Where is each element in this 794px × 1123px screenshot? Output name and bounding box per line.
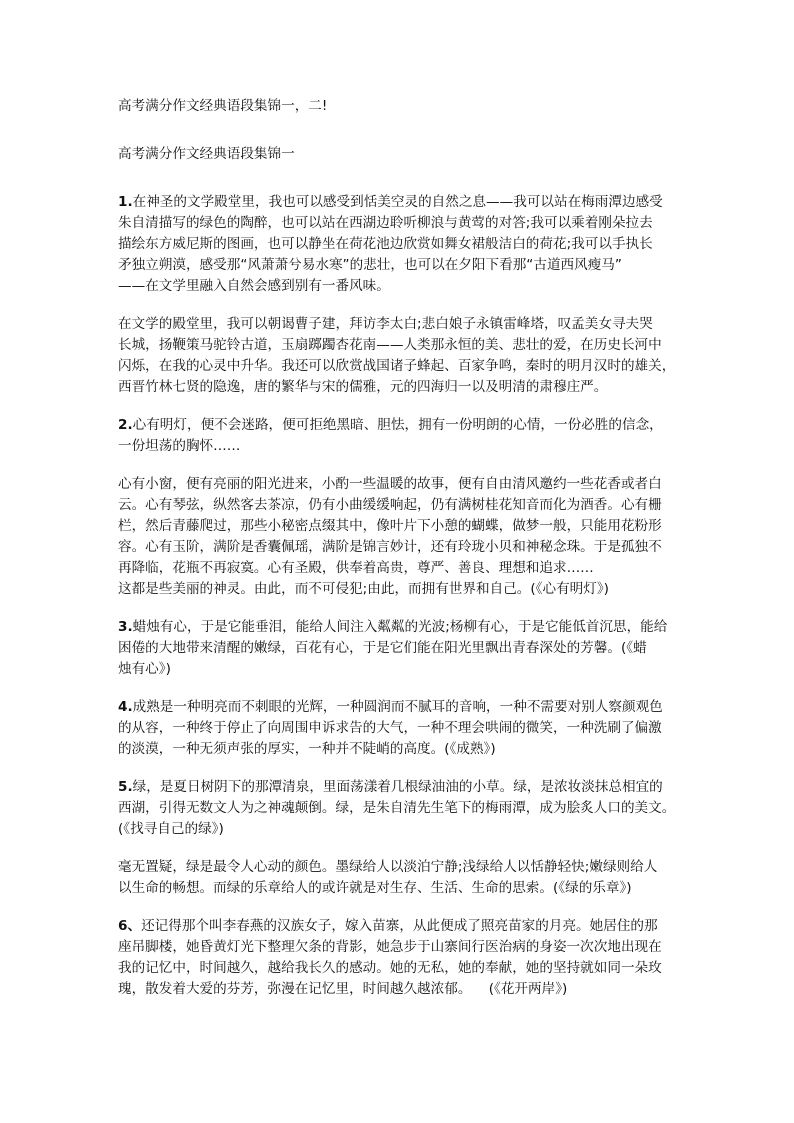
paragraph-line: 在神圣的文学殿堂里，我也可以感受到恬美空灵的自然之息——我可以站在梅雨潭边感受: [132, 194, 663, 210]
paragraph-line: ——在文学里融入自然会感到别有一番风味。: [118, 278, 390, 294]
paragraph-2b: [118, 474, 684, 600]
paragraph-line: 还记得那个叫李春燕的汉族女子，嫁入苗寨，从此便成了照亮苗家的月亮。她居住的那: [141, 918, 658, 934]
paragraph-5b: [118, 857, 684, 899]
paragraph-number: 1.: [118, 194, 133, 210]
paragraph-line: 容。心有玉阶，满阶是香囊佩瑶，满阶是锦言妙计，还有玲珑小贝和神秘念珠。于是孤独不: [118, 539, 662, 555]
paragraph-line: 西湖，引得无数文人为之神魂颠倒。绿，是朱自清先生笔下的梅雨潭，成为脍炙人口的美文。: [118, 800, 676, 816]
paragraph-line: 烛有心》): [118, 661, 171, 677]
paragraph-line: 栏，然后青藤爬过，那些小秘密点缀其中，像叶片下小憩的蝴蝶，做梦一般，只能用花粉形: [118, 518, 662, 534]
paragraph-line: 闪烁，在我的心灵中升华。我还可以欣赏战国诸子蜂起、百家争鸣，秦时的明月汉时的雄关，: [118, 358, 676, 374]
paragraph-line: 的淡漠，一种无须声张的厚实，一种并不陡峭的高度。(《成熟》): [118, 741, 496, 757]
paragraph-line: 再降临，花瓶不再寂寞。心有圣殿，供奉着高贵，尊严、善良、理想和追求……: [118, 560, 594, 576]
paragraph-line: 朱自清描写的绿色的陶醉，也可以站在西湖边聆听柳浪与黄莺的对答;我可以乘着刚朵拉去: [118, 215, 653, 231]
document-page: [118, 96, 684, 1000]
paragraph-4: [118, 697, 684, 760]
paragraph-line: 一份坦荡的胸怀……: [118, 438, 241, 454]
paragraph-1: [118, 192, 684, 297]
paragraph-line: 绿，是夏日树阴下的那潭清泉，里面荡漾着几根绿油油的小草。绿，是浓妆淡抹总相宜的: [132, 779, 663, 795]
paragraph-line: 心有明灯，便不会迷路，便可拒绝黑暗、胆怯，拥有一份明朗的心情，一份必胜的信念，: [132, 417, 663, 433]
paragraph-number: 5.: [118, 779, 133, 795]
paragraph-3: [118, 617, 684, 680]
paragraph-line: 我的记忆中，时间越久，越给我长久的感动。她的无私，她的奉献，她的坚持就如同一朵玫: [118, 960, 662, 976]
section-subtitle: 高考满分作文经典语段集锦一: [118, 146, 295, 162]
paragraph-2: [118, 415, 684, 457]
paragraph-number: 3.: [118, 619, 133, 635]
paragraph-line: 这都是些美丽的神灵。由此，而不可侵犯;由此，而拥有世界和自己。(《心有明灯》): [118, 581, 609, 597]
paragraph-1b: [118, 314, 684, 398]
paragraph-line: 蜡烛有心，于是它能垂泪，能给人间注入粼粼的光波;杨柳有心，于是它能低首沉思，能给: [132, 619, 668, 635]
paragraph-line: 在文学的殿堂里，我可以朝谒曹子建，拜访李太白;悲白娘子永镇雷峰塔，叹孟美女寻夫哭: [118, 316, 653, 332]
paragraph-number: 6、: [118, 918, 142, 934]
paragraph-line: (《找寻自己的绿》): [118, 821, 224, 837]
paragraph-line: 云。心有琴弦，纵然客去茶凉，仍有小曲缓缓响起，仍有满树桂花知音而化为酒香。心有栅: [118, 497, 662, 513]
paragraph-line: 瑰，散发着大爱的芬芳，弥漫在记忆里，时间越久越浓郁。 (《花开两岸》): [118, 981, 568, 997]
paragraph-number: 4.: [118, 699, 133, 715]
paragraph-line: 困倦的大地带来清醒的嫩绿，百花有心，于是它们能在阳光里飘出青春深处的芳馨。(《蜡: [118, 640, 647, 656]
paragraph-line: 毫无置疑，绿是最令人心动的颜色。墨绿给人以淡泊宁静;浅绿给人以恬静轻快;嫩绿则给人: [118, 859, 658, 875]
document-title: 高考满分作文经典语段集锦一，二!: [118, 98, 328, 114]
paragraph-5: [118, 777, 684, 840]
paragraph-6: [118, 916, 684, 1000]
paragraph-line: 西晋竹林七贤的隐逸，唐的繁华与宋的儒雅，元的四海归一以及明清的肃穆庄严。: [118, 379, 608, 395]
paragraph-line: 心有小窗，便有亮丽的阳光进来，小酌一些温暖的故事，便有自由清风邀约一些花香或者白: [118, 476, 662, 492]
paragraph-number: 2.: [118, 417, 133, 433]
paragraph-line: 长城，扬鞭策马驼铃古道，玉扇踯躅杏花南——人类那永恒的美、悲壮的爱，在历史长河中: [118, 337, 662, 353]
paragraph-line: 成熟是一种明亮而不刺眼的光辉，一种圆润而不腻耳的音响，一种不需要对别人察颜观色: [132, 699, 663, 715]
paragraph-line: 描绘东方威尼斯的图画，也可以静坐在荷花池边欣赏如舞女裙般洁白的荷花;我可以手执长: [118, 236, 653, 252]
paragraph-line: 座吊脚楼，她昏黄灯光下整理欠条的背影，她急步于山寨间行医治病的身姿一次次地出现在: [118, 939, 662, 955]
paragraph-line: 的从容，一种终于停止了向周围申诉求告的大气，一种不理会哄闹的微笑，一种洗刷了偏激: [118, 720, 662, 736]
paragraph-line: 矛独立朔漠，感受那“风萧萧兮易水寒”的悲壮，也可以在夕阳下看那“古道西风瘦马”: [118, 257, 622, 273]
paragraph-line: 以生命的畅想。而绿的乐章给人的或许就是对生存、生活、生命的思索。(《绿的乐章》): [118, 880, 632, 896]
